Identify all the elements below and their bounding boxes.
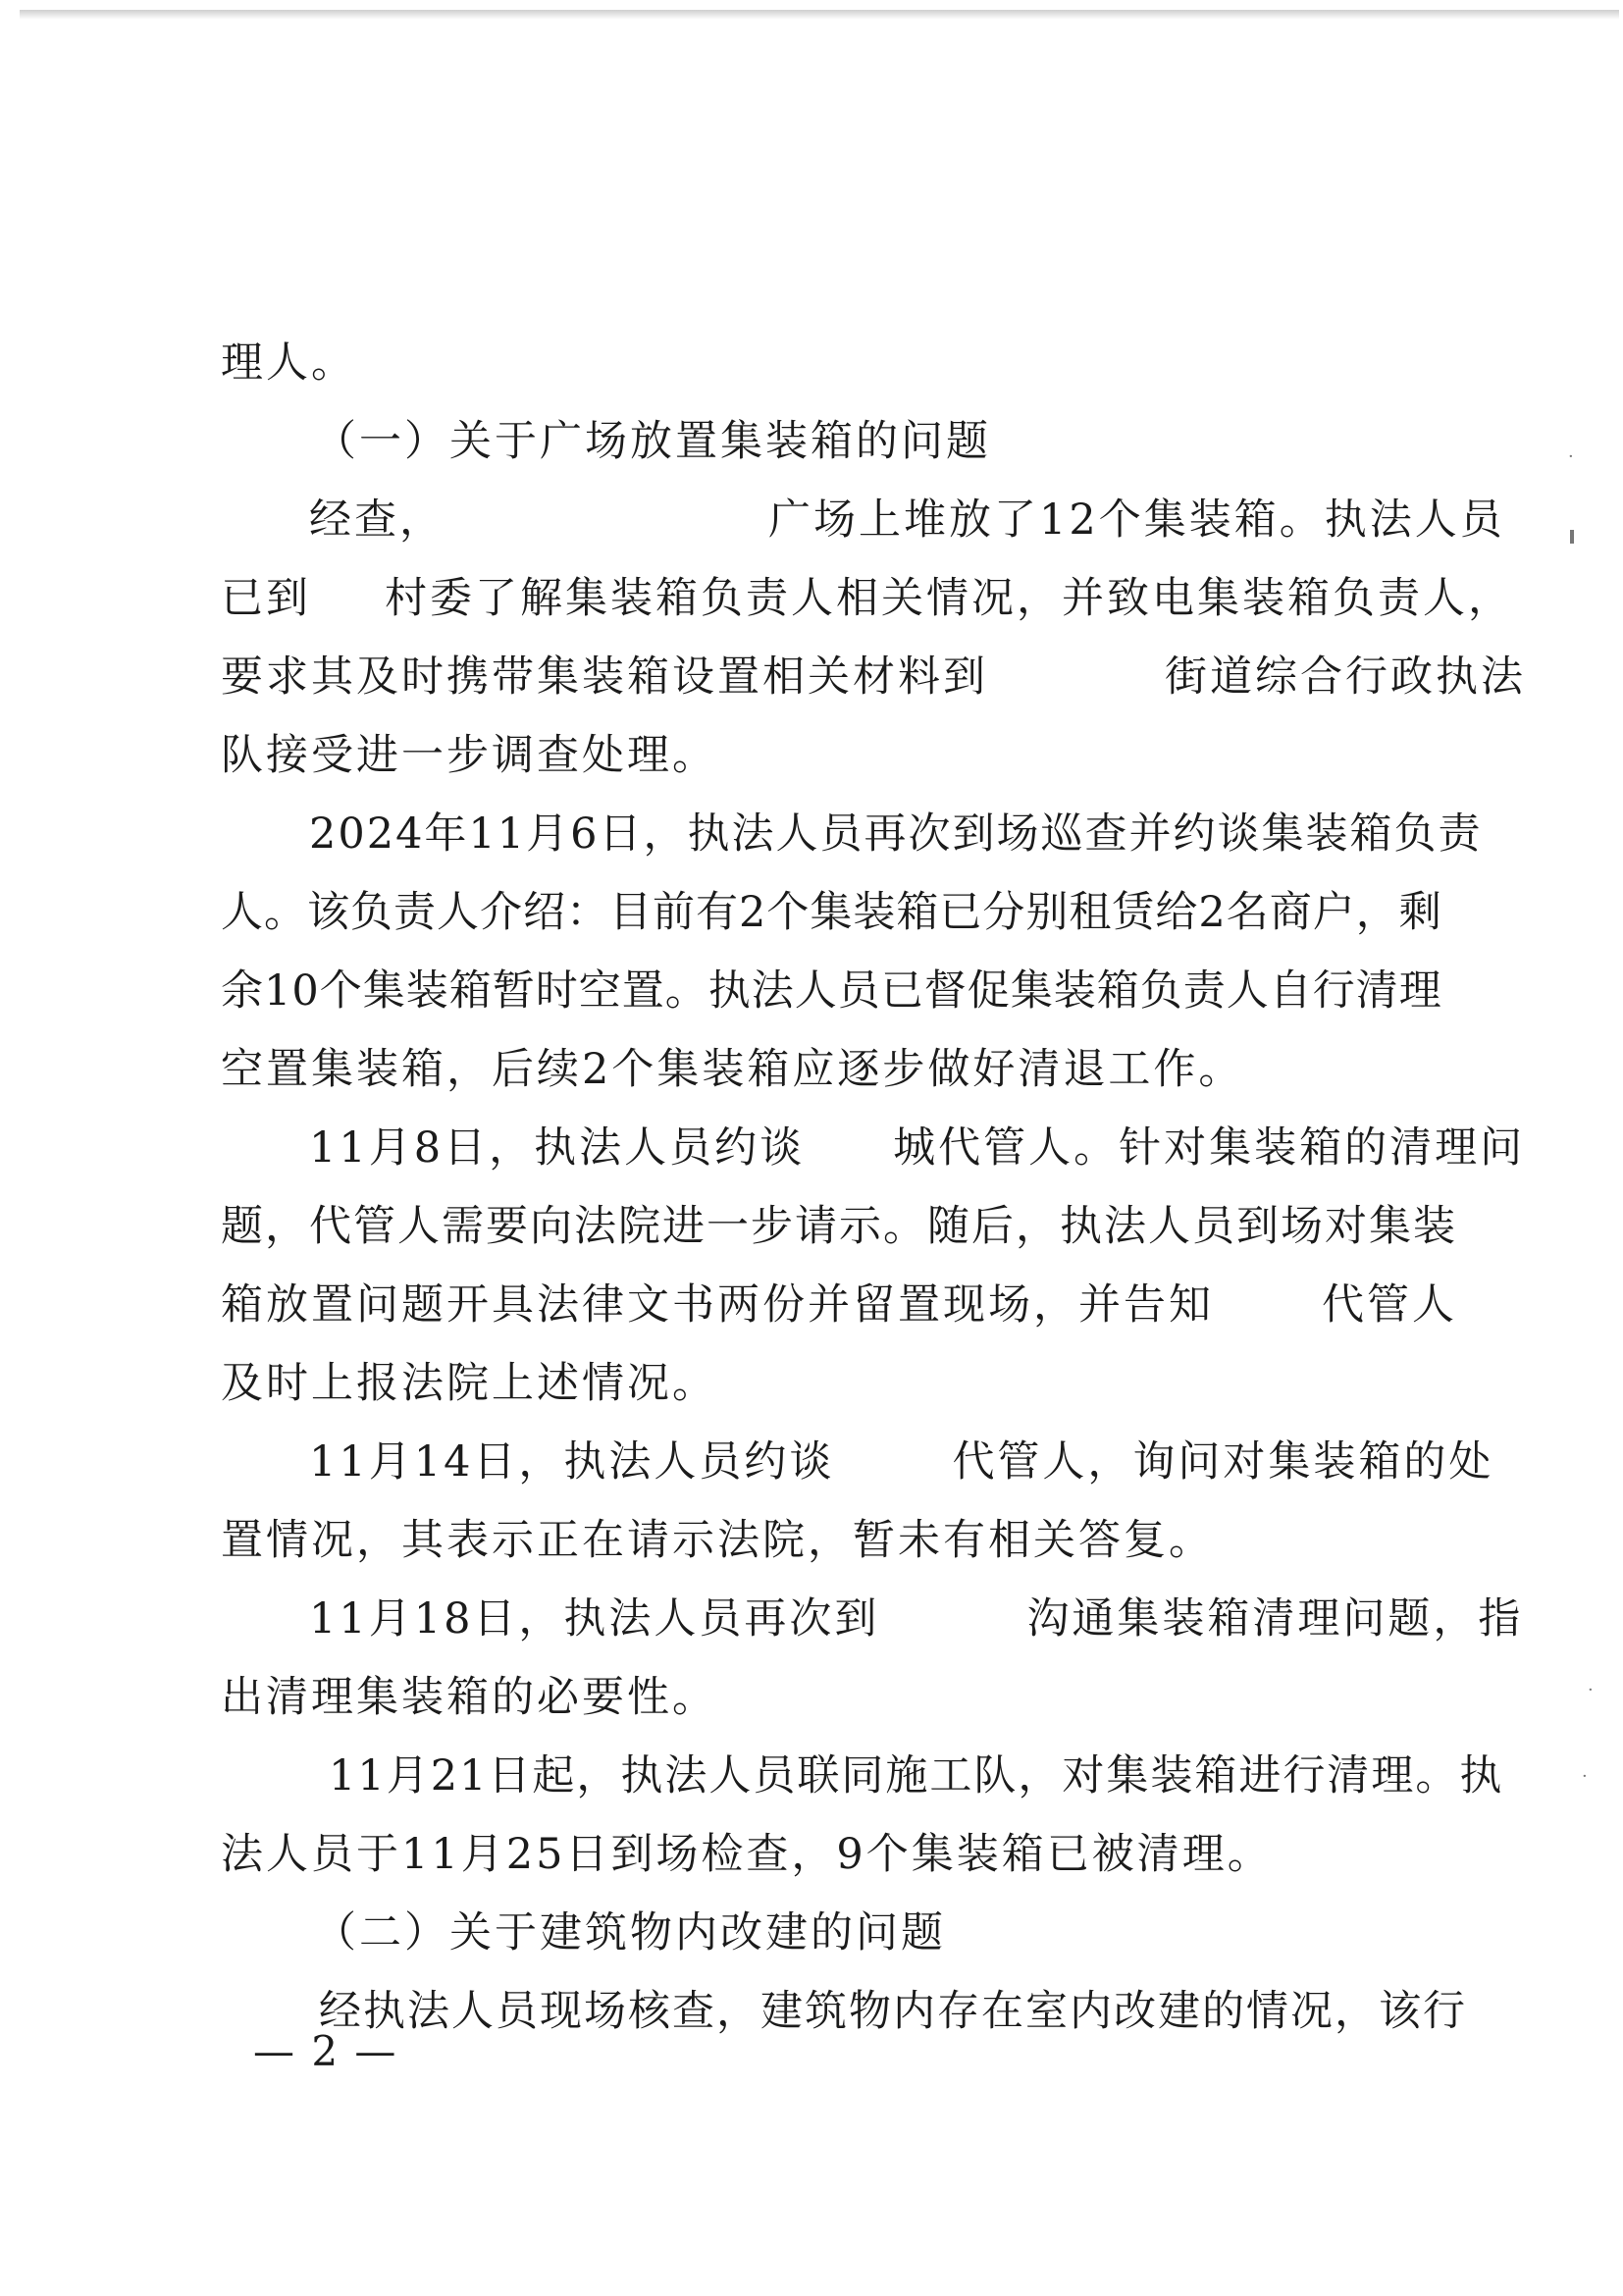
- paragraph-line: 箱放置问题开具法律文书两份并留置现场，并告知 代管人: [221, 1280, 1457, 1330]
- paragraph-line: 及时上报法院上述情况。: [221, 1359, 717, 1408]
- paragraph-line: 经执法人员现场核查，建筑物内存在室内改建的情况，该行: [319, 1987, 1467, 2036]
- paragraph-line: 2024年11月6日，执法人员再次到场巡查并约谈集装箱负责: [309, 809, 1483, 859]
- section-heading: （一）关于广场放置集装箱的问题: [314, 417, 991, 466]
- paragraph-line: 11月14日，执法人员约谈 代管人，询问对集装箱的处: [309, 1437, 1494, 1487]
- section-heading: （二）关于建筑物内改建的问题: [314, 1908, 946, 1957]
- paragraph-line: 法人员于11月25日到场检查，9个集装箱已被清理。: [221, 1830, 1273, 1879]
- paragraph-line: 队接受进一步调查处理。: [221, 731, 717, 780]
- paragraph-line: 已到 村委了解集装箱负责人相关情况，并致电集装箱负责人，: [221, 574, 1513, 623]
- paragraph-line: 空置集装箱，后续2个集装箱应逐步做好清退工作。: [221, 1045, 1244, 1094]
- paragraph-line: 人。该负责人介绍：目前有2个集装箱已分别租赁给2名商户，剩: [221, 888, 1442, 937]
- scan-speck: ·: [1588, 1680, 1594, 1700]
- scan-speck: [1570, 530, 1574, 544]
- paragraph-line: 11月18日，执法人员再次到 沟通集装箱清理问题，指: [309, 1594, 1524, 1644]
- paragraph-line: 出清理集装箱的必要性。: [221, 1673, 717, 1722]
- paragraph-line: 要求其及时携带集装箱设置相关材料到 街道综合行政执法: [221, 652, 1526, 702]
- page-number: — 2 —: [253, 2027, 398, 2075]
- paragraph-line: 经查， 广场上堆放了12个集装箱。执法人员: [309, 496, 1505, 545]
- paragraph-line: 题，代管人需要向法院进一步请示。随后，执法人员到场对集装: [221, 1202, 1457, 1251]
- scan-speck: ·: [1582, 1766, 1588, 1787]
- paragraph-line: 余10个集装箱暂时空置。执法人员已督促集装箱负责人自行清理: [221, 966, 1442, 1016]
- scan-speck: ·: [1568, 446, 1574, 467]
- paragraph-line: 置情况，其表示正在请示法院，暂未有相关答复。: [221, 1516, 1214, 1565]
- paragraph-line: 11月21日起，执法人员联同施工队，对集装箱进行清理。执: [329, 1751, 1504, 1800]
- scan-top-edge: [20, 10, 1619, 20]
- paragraph-line: 11月8日，执法人员约谈 城代管人。针对集装箱的清理问: [309, 1123, 1526, 1173]
- document-body: [221, 324, 1526, 2051]
- paragraph-line: 理人。: [221, 339, 356, 388]
